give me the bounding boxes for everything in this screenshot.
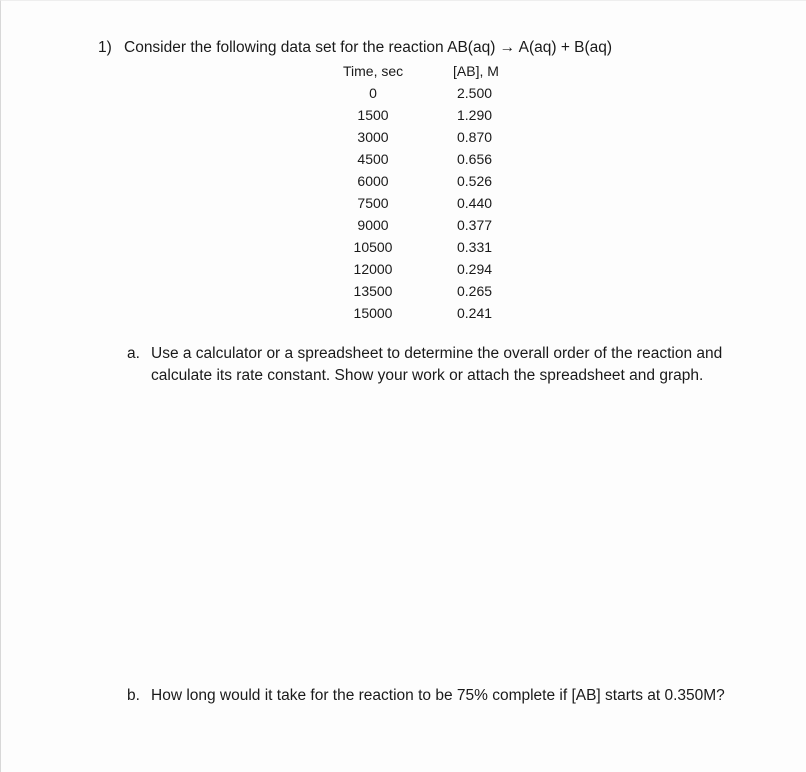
time-cell: 0 bbox=[369, 85, 377, 101]
concentration-cell: 0.294 bbox=[457, 261, 493, 277]
table-header bbox=[331, 61, 531, 83]
table-row bbox=[331, 303, 531, 325]
table-row bbox=[331, 149, 531, 171]
concentration-cell: 0.526 bbox=[457, 173, 493, 189]
data-table bbox=[331, 61, 531, 325]
concentration-cell: 0.440 bbox=[457, 195, 493, 211]
question-number: 1) bbox=[98, 39, 112, 56]
table-row bbox=[331, 281, 531, 303]
table-row bbox=[331, 193, 531, 215]
time-cell: 12000 bbox=[353, 261, 393, 277]
table-body bbox=[331, 83, 531, 325]
table-row bbox=[331, 237, 531, 259]
concentration-cell: 2.500 bbox=[457, 85, 493, 101]
time-cell: 3000 bbox=[357, 129, 389, 145]
time-cell: 9000 bbox=[357, 217, 389, 233]
table-row bbox=[331, 105, 531, 127]
time-cell: 4500 bbox=[357, 151, 389, 167]
part-a bbox=[127, 343, 771, 387]
header-concentration: [AB], M bbox=[453, 63, 499, 79]
concentration-cell: 0.265 bbox=[457, 283, 493, 299]
header-time: Time, sec bbox=[343, 63, 404, 79]
concentration-cell: 0.656 bbox=[457, 151, 493, 167]
concentration-cell: 0.377 bbox=[457, 217, 493, 233]
part-a-text: Use a calculator or a spreadsheet to determine the overall order of the reaction and calculate its rate constant. Show your work or attach the spreadsheet and graph. bbox=[151, 345, 723, 384]
part-b-text: How long would it take for the reaction to be 75% complete if [AB] starts at 0.350M? bbox=[151, 687, 725, 704]
table-row bbox=[331, 259, 531, 281]
table-row bbox=[331, 127, 531, 149]
part-b bbox=[127, 685, 771, 707]
concentration-cell: 1.290 bbox=[457, 107, 493, 123]
time-cell: 13500 bbox=[353, 283, 393, 299]
time-cell: 6000 bbox=[357, 173, 389, 189]
table-row bbox=[331, 83, 531, 105]
concentration-cell: 0.331 bbox=[457, 239, 493, 255]
table-row bbox=[331, 171, 531, 193]
concentration-cell: 0.241 bbox=[457, 305, 493, 321]
question-1 bbox=[98, 39, 612, 57]
part-b-label: b. bbox=[127, 687, 140, 704]
time-cell: 15000 bbox=[353, 305, 393, 321]
time-cell: 10500 bbox=[353, 239, 393, 255]
table-row bbox=[331, 215, 531, 237]
time-cell: 7500 bbox=[357, 195, 389, 211]
concentration-cell: 0.870 bbox=[457, 129, 493, 145]
part-a-label: a. bbox=[127, 345, 140, 362]
time-cell: 1500 bbox=[357, 107, 389, 123]
question-text: Consider the following data set for the reaction AB(aq) → A(aq) + B(aq) bbox=[124, 39, 613, 56]
